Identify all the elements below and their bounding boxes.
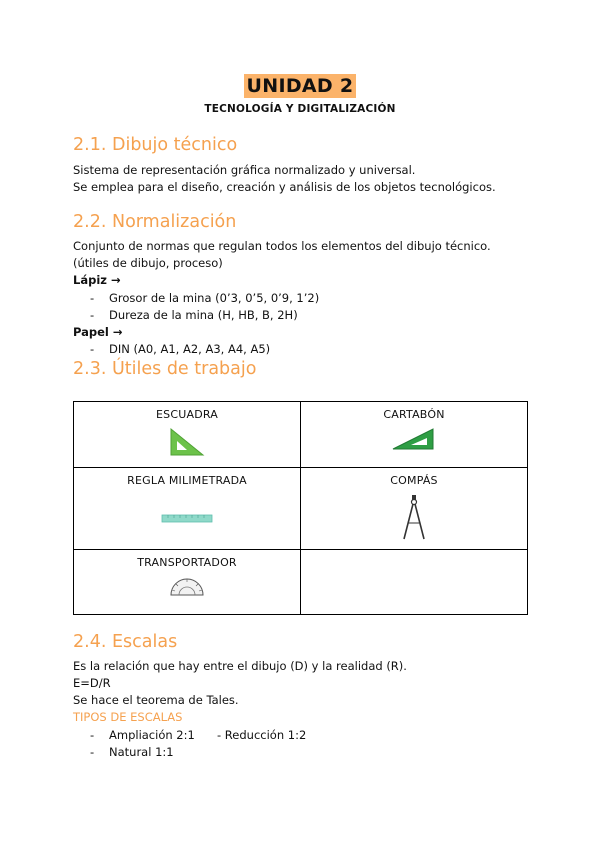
section-heading-dibujo-tecnico	[73, 135, 237, 155]
tool-cell-regla	[74, 468, 301, 550]
section-number: 2.1.	[73, 135, 107, 155]
paragraph-line: Conjunto de normas que regulan todos los elementos del dibujo técnico.	[73, 239, 491, 253]
tool-cell-transportador	[74, 550, 301, 615]
formula-line: E=D/R	[73, 676, 111, 690]
section-title: Útiles de trabajo	[111, 359, 257, 379]
unit-title	[0, 74, 600, 98]
tool-cell-cartabon	[301, 402, 528, 468]
paragraph-line: Es la relación que hay entre el dibujo (D) y la realidad (R).	[73, 659, 407, 673]
document-subtitle: TECNOLOGÍA Y DIGITALIZACIÓN	[204, 103, 396, 115]
tool-label: CARTABÓN	[383, 408, 445, 421]
list-item: - DIN (A0, A1, A2, A3, A4, A5)	[90, 342, 271, 356]
list-item: - Reducción 1:2	[217, 728, 307, 742]
paragraph-line: Se emplea para el diseño, creación y análisis de los objetos tecnológicos.	[73, 180, 496, 194]
section-number: 2.3.	[73, 359, 107, 379]
paragraph-line: Sistema de representación gráfica normalizado y universal.	[73, 163, 416, 177]
ruler-icon	[160, 493, 214, 533]
tool-label: TRANSPORTADOR	[137, 556, 237, 569]
set-square-icon	[389, 427, 439, 453]
list-item: - Grosor de la mina (0’3, 0’5, 0’9, 1’2)	[90, 291, 320, 305]
section-heading-utiles	[73, 359, 256, 379]
section-number: 2.4.	[73, 632, 107, 652]
papel-label: Papel →	[73, 325, 123, 339]
tool-cell-empty	[301, 550, 528, 615]
lapiz-label: Lápiz →	[73, 273, 121, 287]
protractor-icon	[167, 575, 207, 599]
section-title: Normalización	[111, 212, 237, 232]
section-heading-escalas	[73, 632, 177, 652]
paragraph-line: Se hace el teorema de Tales.	[73, 693, 239, 707]
section-heading-normalizacion	[73, 212, 236, 232]
tool-label: ESCUADRA	[156, 408, 218, 421]
tool-label: COMPÁS	[390, 474, 438, 487]
tool-cell-compas	[301, 468, 528, 550]
section-number: 2.2.	[73, 212, 107, 232]
unit-title-text: UNIDAD 2	[244, 74, 357, 98]
compass-icon	[399, 493, 429, 543]
section-title: Escalas	[111, 632, 178, 652]
tools-table	[73, 401, 528, 615]
list-item: - Natural 1:1	[90, 745, 174, 759]
triangle-ruler-icon	[167, 427, 207, 457]
tool-cell-escuadra	[74, 402, 301, 468]
tool-label: REGLA MILIMETRADA	[127, 474, 247, 487]
list-item: - Dureza de la mina (H, HB, B, 2H)	[90, 308, 298, 322]
tipos-escalas-label: TIPOS DE ESCALAS	[73, 710, 183, 724]
list-item: - Ampliación 2:1	[90, 728, 195, 742]
section-title: Dibujo técnico	[111, 135, 238, 155]
paragraph-line: (útiles de dibujo, proceso)	[73, 256, 223, 270]
